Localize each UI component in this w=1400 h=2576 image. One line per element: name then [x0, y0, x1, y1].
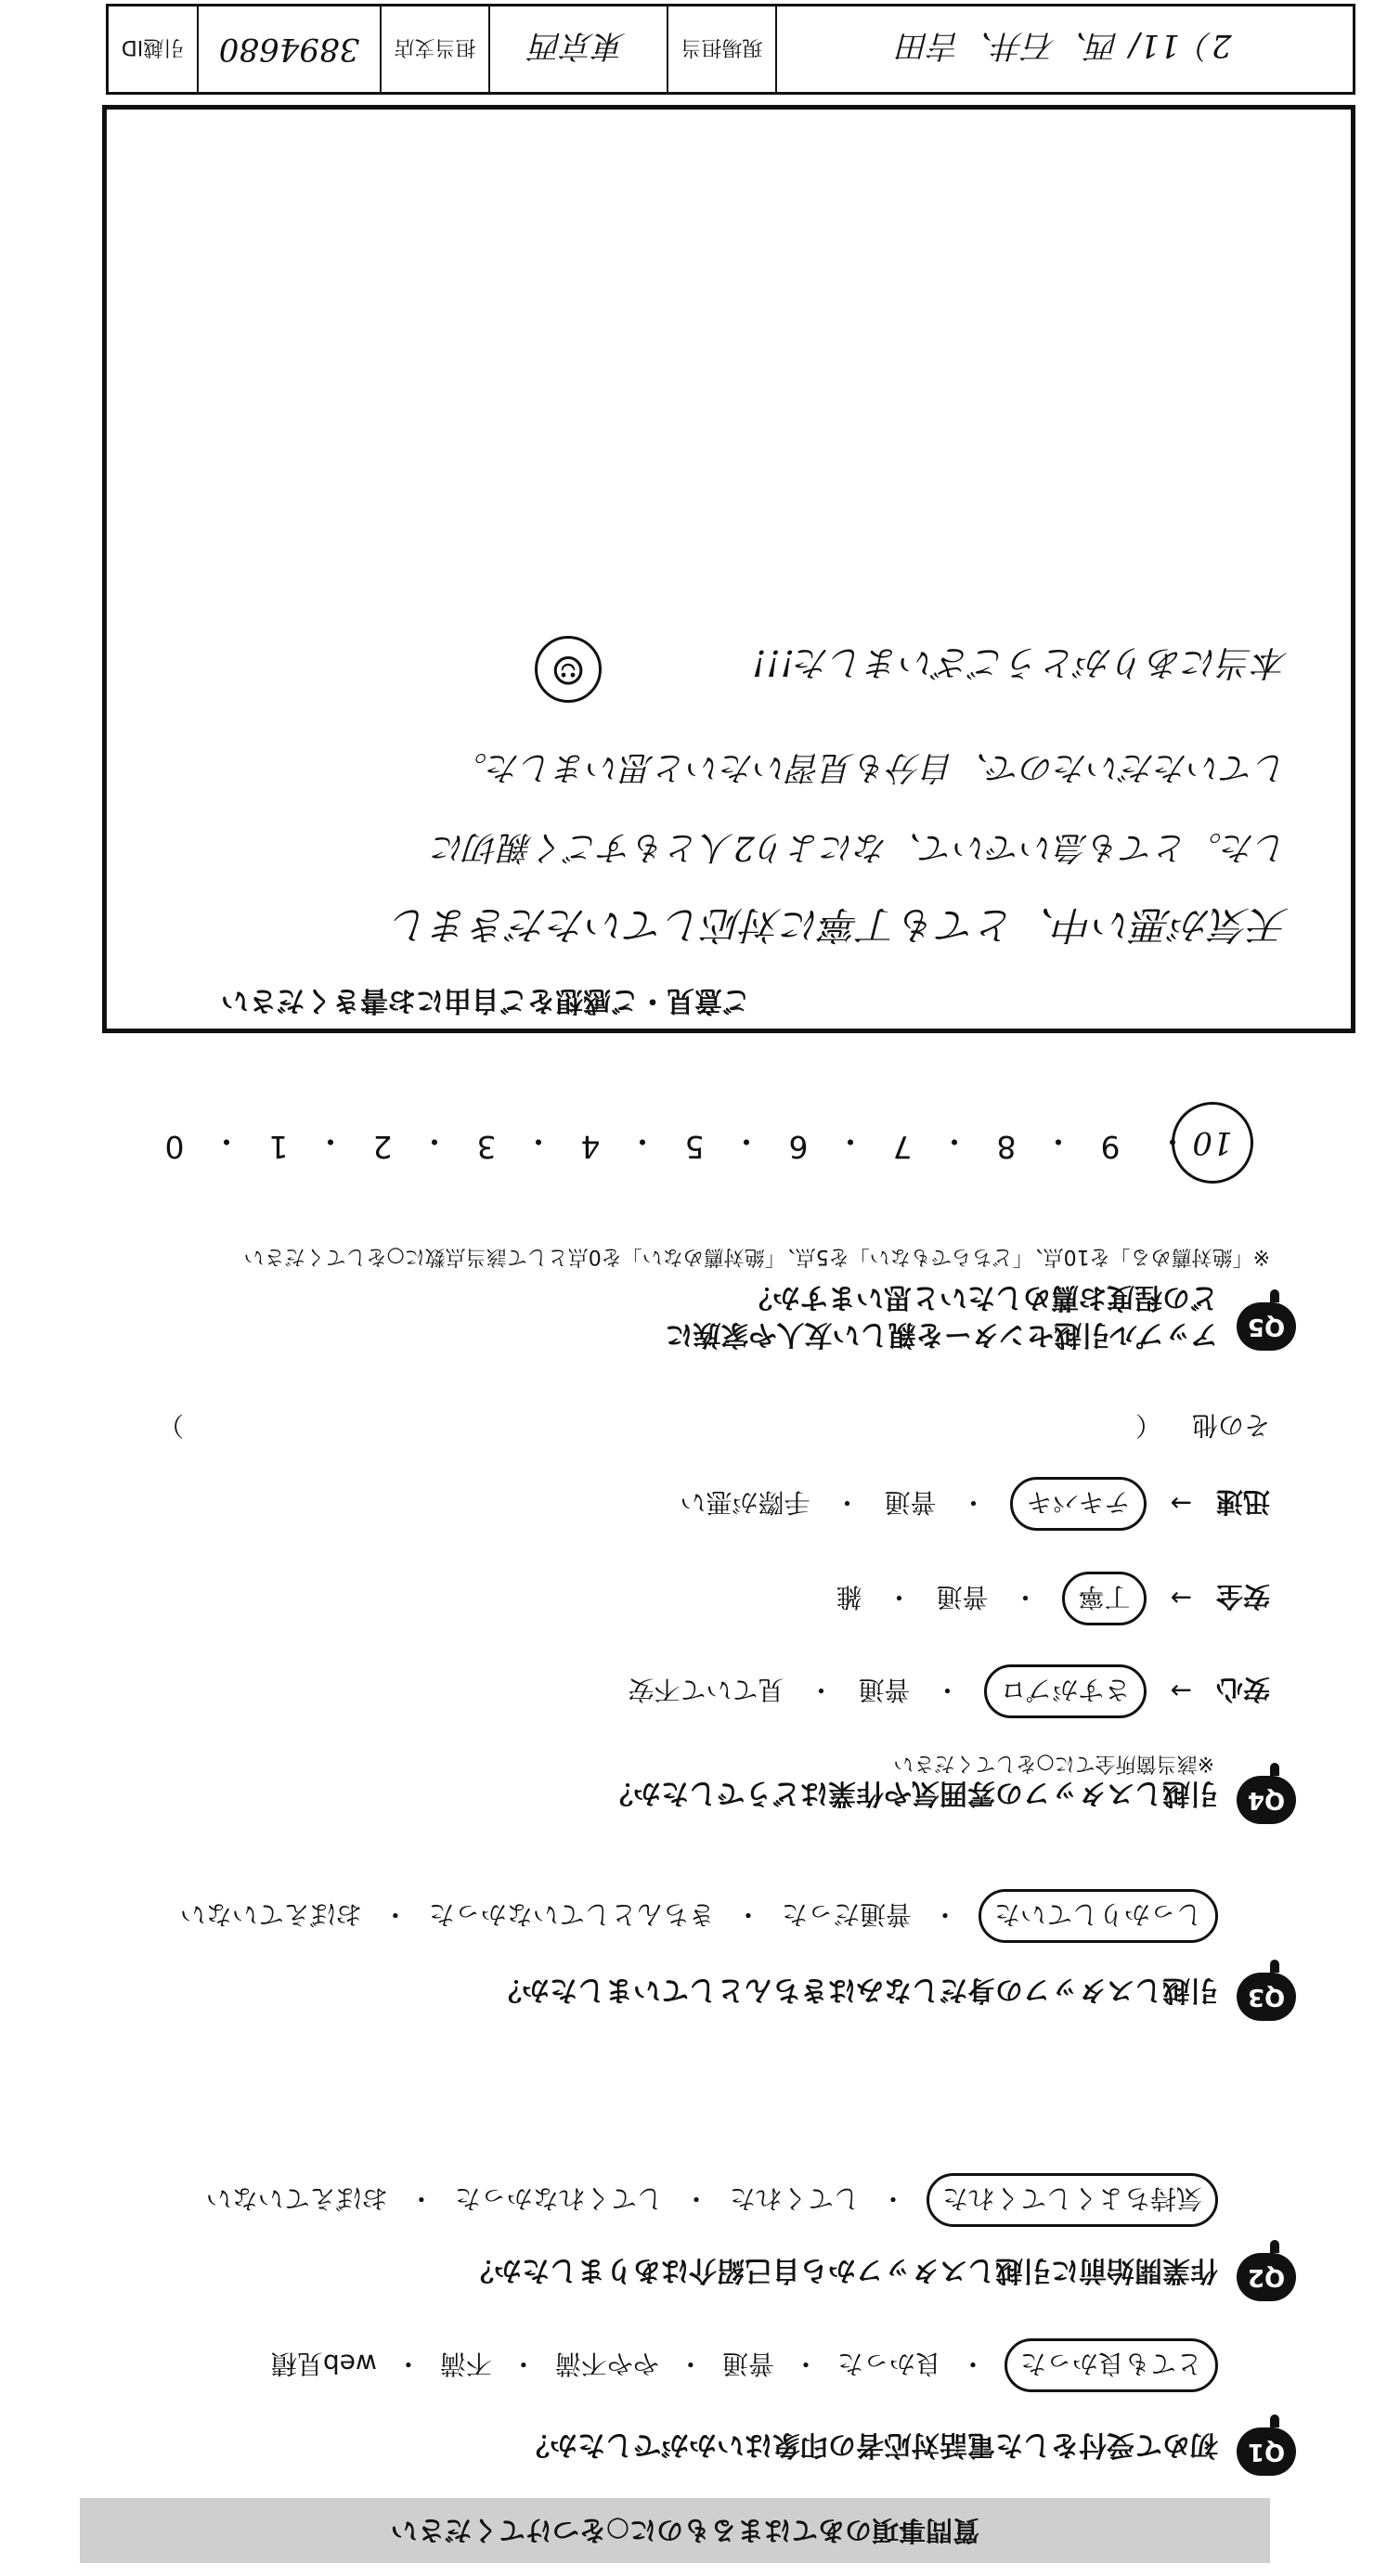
q4-option-normal[interactable]: 普通: [884, 1487, 937, 1518]
q4-row-label: 迅速: [1215, 1486, 1270, 1519]
q5-badge: Q5: [1237, 1302, 1296, 1351]
comment-line-1: 天気が悪い中、とても丁寧に対応していただきまし: [391, 902, 1289, 948]
q1-option-normal[interactable]: 普通: [721, 2349, 774, 2379]
leader-label: 現場担当: [681, 35, 763, 59]
q3-option-neat[interactable]: しっかりしていた: [979, 1889, 1218, 1943]
arrow-icon: →: [1170, 1583, 1192, 1614]
q4-row-label: 安心: [1215, 1674, 1270, 1706]
q1-option-dissatisfied[interactable]: 不満: [439, 2349, 492, 2379]
q1-badge: Q1: [1237, 2427, 1296, 2476]
q4-other-close-paren: ）: [157, 1410, 184, 1441]
comment-line-3: していただいたので、自分も見習いたいと思いました。: [453, 748, 1289, 786]
q5-title-line2: どの程度お薦めしたいと思いますか？: [745, 1281, 1218, 1314]
q4-option-rough[interactable]: 雑: [836, 1582, 862, 1612]
q3-option-normal[interactable]: 普通だった: [781, 1899, 912, 1930]
q4-option-clumsy[interactable]: 手際が悪い: [680, 1487, 810, 1518]
q5-title-line1: アップル引越センターを親しい友人や家族に: [665, 1318, 1218, 1351]
q1-option-slightly-dissatisfied[interactable]: やや不満: [554, 2349, 659, 2379]
q1-badge-stem: [1270, 2414, 1279, 2427]
arrow-icon: →: [1170, 1676, 1192, 1707]
q1-option-very-good[interactable]: とても良かった: [1005, 2338, 1218, 2392]
q2-title: 作業開始前に引越しスタッフから自己紹介はありましたか？: [466, 2254, 1218, 2286]
q5-score-8[interactable]: 8: [996, 1129, 1017, 1165]
comment-line-2: した。とても急いでいて、なにより2人ともすごく親切に: [432, 828, 1289, 866]
q5-scale: ・ 9 ・ 8 ・ 7 ・ 6 ・ 5 ・ 4 ・ 3 ・ 2 ・ 1 ・ 0: [149, 1121, 1261, 1165]
arrow-icon: →: [1170, 1488, 1192, 1520]
q5-score-7[interactable]: 7: [892, 1129, 913, 1165]
comment-title: ご意見・ご感想をご自由にお書きください: [221, 984, 750, 1016]
q5-score-9[interactable]: 9: [1100, 1129, 1121, 1165]
q4-note: ※該当箇所全てに○をしてください: [893, 1752, 1214, 1775]
id-label: 引越ID: [121, 35, 185, 59]
header-table: [106, 4, 1355, 95]
q4-option-normal[interactable]: 普通: [858, 1675, 911, 1705]
instruction-text: 質問事項のあてはまるものに○をつけてください: [390, 2515, 980, 2546]
q4-row-label: 安全: [1215, 1581, 1270, 1613]
q5-score-0[interactable]: 0: [164, 1129, 185, 1165]
q3-title: 引越しスタッフの身だしなみはきちんとしていましたか？: [494, 1974, 1218, 2006]
q5-score-5[interactable]: 5: [684, 1129, 705, 1165]
q3-option-dont-remember[interactable]: おぼえていない: [179, 1899, 362, 1930]
q5-note: ※「絶対薦める」を10点、「どちらでもない」を5点、「絶対薦めない」を0点として該当点数に○をしてください: [243, 1245, 1270, 1268]
branch-value: 東京西: [531, 27, 626, 65]
q4-option-anxious[interactable]: 見ていて不安: [628, 1675, 784, 1705]
q2-badge-stem: [1270, 2240, 1279, 2253]
q1-title: 初めて受付をした電話対応者の印象はいかがでしたか？: [522, 2428, 1218, 2461]
q5-score-4[interactable]: 4: [580, 1129, 601, 1165]
q3-badge: Q3: [1237, 1973, 1296, 2021]
q4-title: 引越しスタッフの雰囲気や作業はどうでしたか？: [605, 1777, 1218, 1809]
q1-option-web-estimate[interactable]: web見積: [270, 2349, 377, 2379]
q2-option-did[interactable]: してくれた: [729, 2183, 860, 2214]
q4-other: [35, 1408, 1270, 1445]
q4-row-reassurance: 安心 → さすがプロ ・ 普通 ・ 見ていて不安: [628, 1664, 1270, 1718]
comment-box[interactable]: [102, 105, 1355, 1033]
q2-options: 気持ちよくしてくれた ・ してくれた ・ してくれなかった ・ おぼえていない: [206, 2173, 1218, 2227]
q3-badge-stem: [1270, 1960, 1279, 1973]
q3-option-not-neat[interactable]: きちんとしていなかった: [428, 1899, 715, 1930]
q2-option-dont-remember[interactable]: おぼえていない: [205, 2183, 388, 2214]
q5-badge-stem: [1270, 1289, 1279, 1302]
q1-options: とても良かった ・ 良かった ・ 普通 ・ やや不満 ・ 不満 ・ web見積: [271, 2338, 1218, 2392]
q4-option-brisk[interactable]: テキパキ: [1011, 1477, 1147, 1531]
q5-selected-score-flower[interactable]: 10: [1172, 1102, 1253, 1184]
q2-badge: Q2: [1237, 2253, 1296, 2301]
id-value: 3894680: [218, 31, 360, 68]
q4-other-label: その他: [1191, 1410, 1270, 1441]
q2-option-pleasant[interactable]: 気持ちよくしてくれた: [927, 2173, 1218, 2227]
smiley-icon: ☺: [535, 636, 602, 703]
q5-score-6[interactable]: 6: [788, 1129, 809, 1165]
q4-badge-stem: [1270, 1763, 1279, 1776]
q4-option-pro[interactable]: さすがプロ: [985, 1664, 1147, 1718]
q3-options: しっかりしていた ・ 普通だった ・ きちんとしていなかった ・ おぼえていない: [180, 1889, 1218, 1943]
q1-option-good[interactable]: 良かった: [836, 2349, 941, 2379]
q4-badge: Q4: [1237, 1776, 1296, 1824]
q5-score-1[interactable]: 1: [268, 1129, 289, 1165]
branch-label: 担当支店: [394, 35, 476, 59]
leader-value: 2）11/ 西、石井、吉田: [898, 27, 1232, 65]
q5-score-2[interactable]: 2: [372, 1129, 393, 1165]
q4-row-safety: 安全 → 丁寧 ・ 普通 ・ 雑: [836, 1572, 1270, 1625]
comment-line-4: 本当にありがとうございました!!!: [752, 642, 1289, 683]
q4-other-open-paren: （: [1135, 1410, 1162, 1441]
q2-option-did-not[interactable]: してくれなかった: [454, 2183, 663, 2214]
q4-option-careful[interactable]: 丁寧: [1063, 1572, 1147, 1625]
q5-score-3[interactable]: 3: [476, 1129, 497, 1165]
q4-row-speed: 迅速 → テキパキ ・ 普通 ・ 手際が悪い: [680, 1477, 1270, 1531]
q4-option-normal[interactable]: 普通: [936, 1582, 989, 1612]
